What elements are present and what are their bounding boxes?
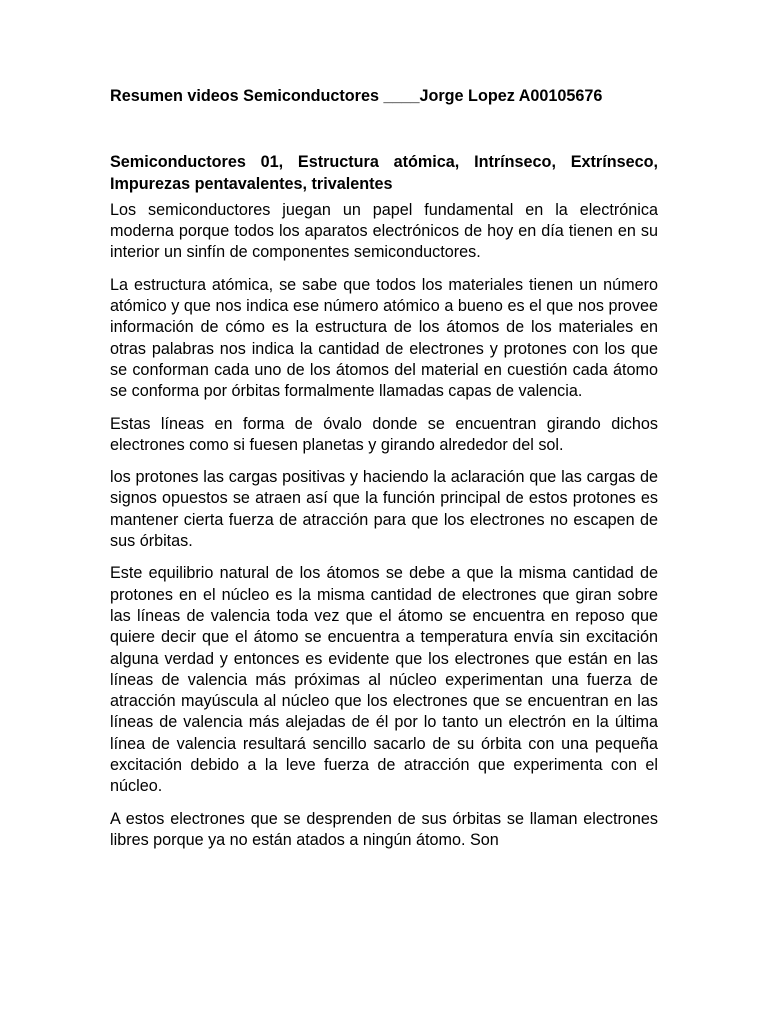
paragraph-4: los protones las cargas positivas y haciendo la aclaración que las cargas de signos opuestos se atraen así que la función principal de estos protones es mantener cierta fuerza de atracción para que los electrones no escapen de sus órbitas. <box>110 468 658 551</box>
paragraph-6: A estos electrones que se desprenden de sus órbitas se llaman electrones libres porque ya no están atados a ningún átomo. Son <box>110 809 658 849</box>
section-heading: Semiconductores 01, Estructura atómica, Intrínseco, Extrínseco, Impurezas pentavalentes, trivalentes <box>110 153 658 193</box>
paragraph-2: La estructura atómica, se sabe que todos los materiales tienen un número atómico y que nos indica ese número atómico a bueno es el que nos provee información de cómo es la estructura de los átomos de los materiales en otras palabras nos indica la cantidad de electrones y protones con los que se conforman cada uno de los átomos del material en cuestión cada átomo se conforma por órbitas formalmente llamadas capas de valencia. <box>110 275 658 401</box>
paragraph-3: Estas líneas en forma de óvalo donde se encuentran girando dichos electrones como si fuesen planetas y girando alrededor del sol. <box>110 414 658 454</box>
paragraph-5: Este equilibrio natural de los átomos se debe a que la misma cantidad de protones en el núcleo es la misma cantidad de electrones que giran sobre las líneas de valencia toda vez que el átomo se encuentra en reposo que quiere decir que el átomo se encuentra a temperatura envía sin excitación alguna verdad y entonces es evidente que los electrones que están en las líneas de valencia más próximas al núcleo experimentan una fuerza de atracción mayúscula al núcleo que los electrones que se encuentran en las líneas de valencia más alejadas de él por lo tanto un electrón en la última línea de valencia resultará sencillo sacarlo de su órbita con una pequeña excitación debido a la leve fuerza de atracción que experimenta con el núcleo. <box>110 564 658 796</box>
paragraph-1: Los semiconductores juegan un papel fundamental en la electrónica moderna porque todos los aparatos electrónicos de hoy en día tienen en su interior un sinfín de componentes semiconductores. <box>110 200 658 262</box>
document-body <box>110 86 658 862</box>
document-title: Resumen videos Semiconductores ____Jorge Lopez A00105676 <box>110 87 603 105</box>
